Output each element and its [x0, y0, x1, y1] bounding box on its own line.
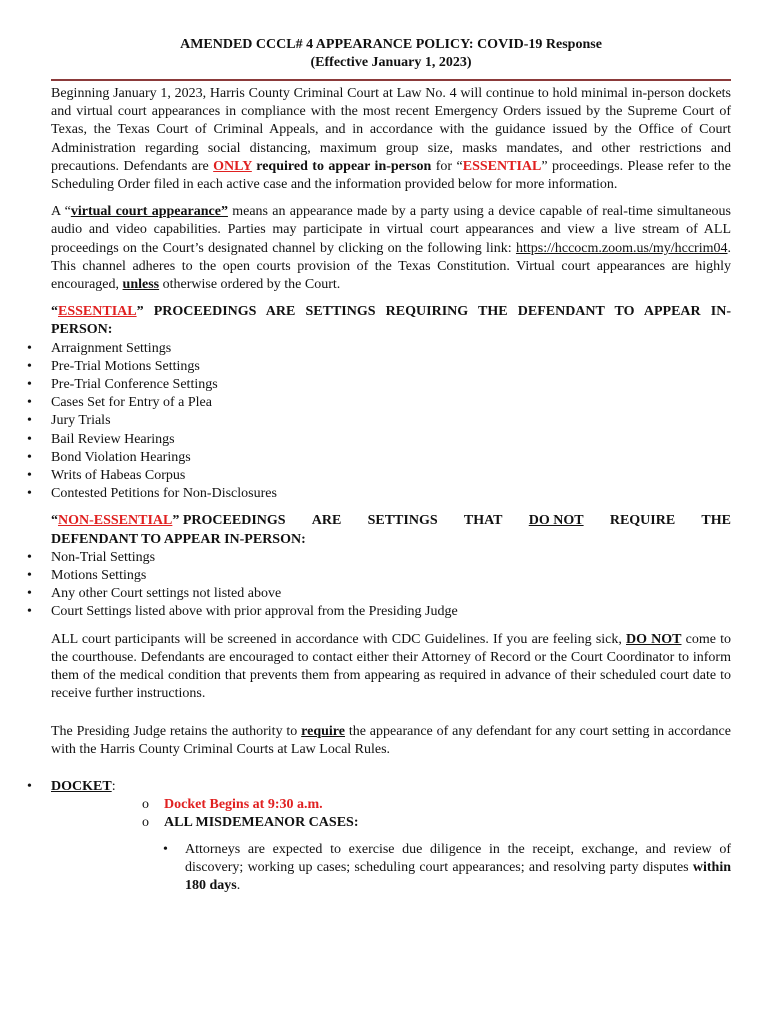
- judge-text: The Presiding Judge retains the authority to: [51, 723, 302, 739]
- circle-bullet-icon: o: [142, 797, 149, 813]
- list-item: • Cases Set for Entry of a Plea: [51, 394, 731, 412]
- attorneys-item: [163, 841, 731, 896]
- docket-begins-text: Docket Begins at 9:30 a.m.: [164, 797, 323, 813]
- policy-document: [51, 36, 731, 895]
- heading-word: ARE: [311, 513, 342, 529]
- intro-text: Beginning January 1, 2023, Harris County Criminal Court at Law No. 4 will continue to hold minimal in-person dockets and virtual court appearances in compliance with the most recent Emergency Orders issued by the Supreme Court of Texas, the Texas Court of Criminal Appeals, and in accordance with the guidance issued by the Office of Court Administration regarding social distancing, maximum group size, masks mandates, and other restrictions and precautions. Defendants are: [51, 86, 731, 174]
- list-item: • Arraignment Settings: [51, 340, 731, 358]
- attorneys-text: Attorneys are expected to exercise due diligence in the receipt, exchange, and review of discovery; working up cases; scheduling court appearances; and resolving party disputes: [185, 841, 731, 875]
- docket-colon: :: [111, 778, 116, 794]
- list-item: • Motions Settings: [51, 567, 731, 585]
- essential-list: [51, 340, 731, 504]
- title-divider: [51, 79, 731, 81]
- quote-mark: “: [51, 513, 58, 529]
- attorneys-end: .: [236, 877, 241, 893]
- nonessential-heading-line2: DEFENDANT TO APPEAR IN-PERSON:: [51, 531, 306, 547]
- docket-item: [51, 778, 731, 796]
- list-item: • Writs of Habeas Corpus: [51, 467, 731, 485]
- only-emphasis: ONLY: [213, 158, 252, 174]
- nonessential-list: [51, 549, 731, 622]
- intro-text-3: ” proceedings. Please refer to the Scheduling Order filed in each active case and the information provided below for more information.: [51, 158, 732, 193]
- required-emphasis: required to appear in-person: [251, 158, 432, 174]
- misdemeanor-text: ALL MISDEMEANOR CASES:: [164, 815, 359, 831]
- list-item: • Pre-Trial Conference Settings: [51, 376, 731, 394]
- nonessential-heading: [51, 512, 731, 530]
- heading-word: SETTINGS: [367, 513, 438, 529]
- list-item: • Any other Court settings not listed above: [51, 585, 731, 603]
- screening-paragraph: [51, 631, 731, 704]
- intro-text-2: for “: [431, 158, 463, 174]
- do-not-emphasis: DO NOT: [528, 513, 584, 529]
- screening-text: ALL court participants will be screened in accordance with CDC Guidelines. If you are feeling sick,: [51, 631, 627, 647]
- judge-text-2: the appearance of any defendant for any court setting in accordance with the Harris County Criminal Courts at Law Local Rules.: [51, 723, 731, 757]
- vca-term: virtual court appearance”: [70, 204, 228, 220]
- document-title: AMENDED CCCL# 4 APPEARANCE POLICY: COVID-19 Response: [180, 37, 602, 52]
- essential-emphasis: ESSENTIAL: [462, 158, 542, 174]
- unless-emphasis: unless: [122, 277, 160, 293]
- list-item: • Contested Petitions for Non-Disclosures: [51, 485, 731, 503]
- circle-bullet-icon: o: [142, 815, 149, 831]
- heading-word: ” PROCEEDINGS: [172, 513, 286, 529]
- quote-mark: “: [51, 304, 58, 320]
- vca-text: A “: [51, 204, 71, 220]
- docket-list: [51, 778, 731, 796]
- screening-text-2: come to the courthouse. Defendants are encouraged to contact either their Attorney of Record or the Court Coordinator to inform them of the medical condition that prevents them from appearing as required in advance of their scheduled court date to receive further instructions.: [51, 631, 731, 702]
- do-not-emphasis: DO NOT: [626, 631, 682, 647]
- list-item: • Pre-Trial Motions Settings: [51, 358, 731, 376]
- list-item: • Jury Trials: [51, 412, 731, 430]
- essential-word: ESSENTIAL: [58, 304, 137, 320]
- essential-heading: [51, 303, 731, 339]
- misdemeanor-heading: [142, 814, 731, 832]
- essential-heading-rest: ” PROCEEDINGS ARE SETTINGS REQUIRING THE DEFENDANT TO APPEAR IN-PERSON:: [51, 304, 731, 338]
- nonessential-word: NON-ESSENTIAL: [58, 513, 173, 529]
- require-emphasis: require: [301, 723, 345, 739]
- vca-text-2: means an appearance made by a party using a device capable of real-time simultaneous audio and video capabilities. Parties may participate in virtual court appearances and view a live stream of ALL proceedings on the Court’s designated channel by clicking on the following link:: [51, 204, 731, 256]
- zoom-link[interactable]: https://hccocm.zoom.us/my/hccrim04: [515, 240, 728, 256]
- list-item: • Court Settings listed above with prior approval from the Presiding Judge: [51, 603, 731, 621]
- docket-begins: [142, 796, 731, 814]
- list-item: • Non-Trial Settings: [51, 549, 731, 567]
- bullet-icon: •: [163, 841, 168, 857]
- list-item: • Bail Review Hearings: [51, 431, 731, 449]
- vca-text-3: . This channel adheres to the open courts provision of the Texas Constitution. Virtual court appearances are highly encouraged,: [51, 240, 731, 293]
- document-subtitle: (Effective January 1, 2023): [310, 55, 472, 70]
- virtual-appearance-paragraph: [51, 203, 731, 294]
- vca-text-4: otherwise ordered by the Court.: [159, 277, 341, 293]
- heading-word: THE: [701, 513, 731, 529]
- list-item: • Bond Violation Hearings: [51, 449, 731, 467]
- heading-word: THAT: [463, 513, 503, 529]
- heading-word: REQUIRE: [609, 513, 676, 529]
- nonessential-lead: [51, 512, 286, 530]
- attorneys-deadline: within 180 days: [185, 859, 731, 893]
- presiding-judge-paragraph: [51, 723, 731, 759]
- intro-paragraph: [51, 85, 731, 194]
- docket-label: DOCKET: [51, 778, 112, 794]
